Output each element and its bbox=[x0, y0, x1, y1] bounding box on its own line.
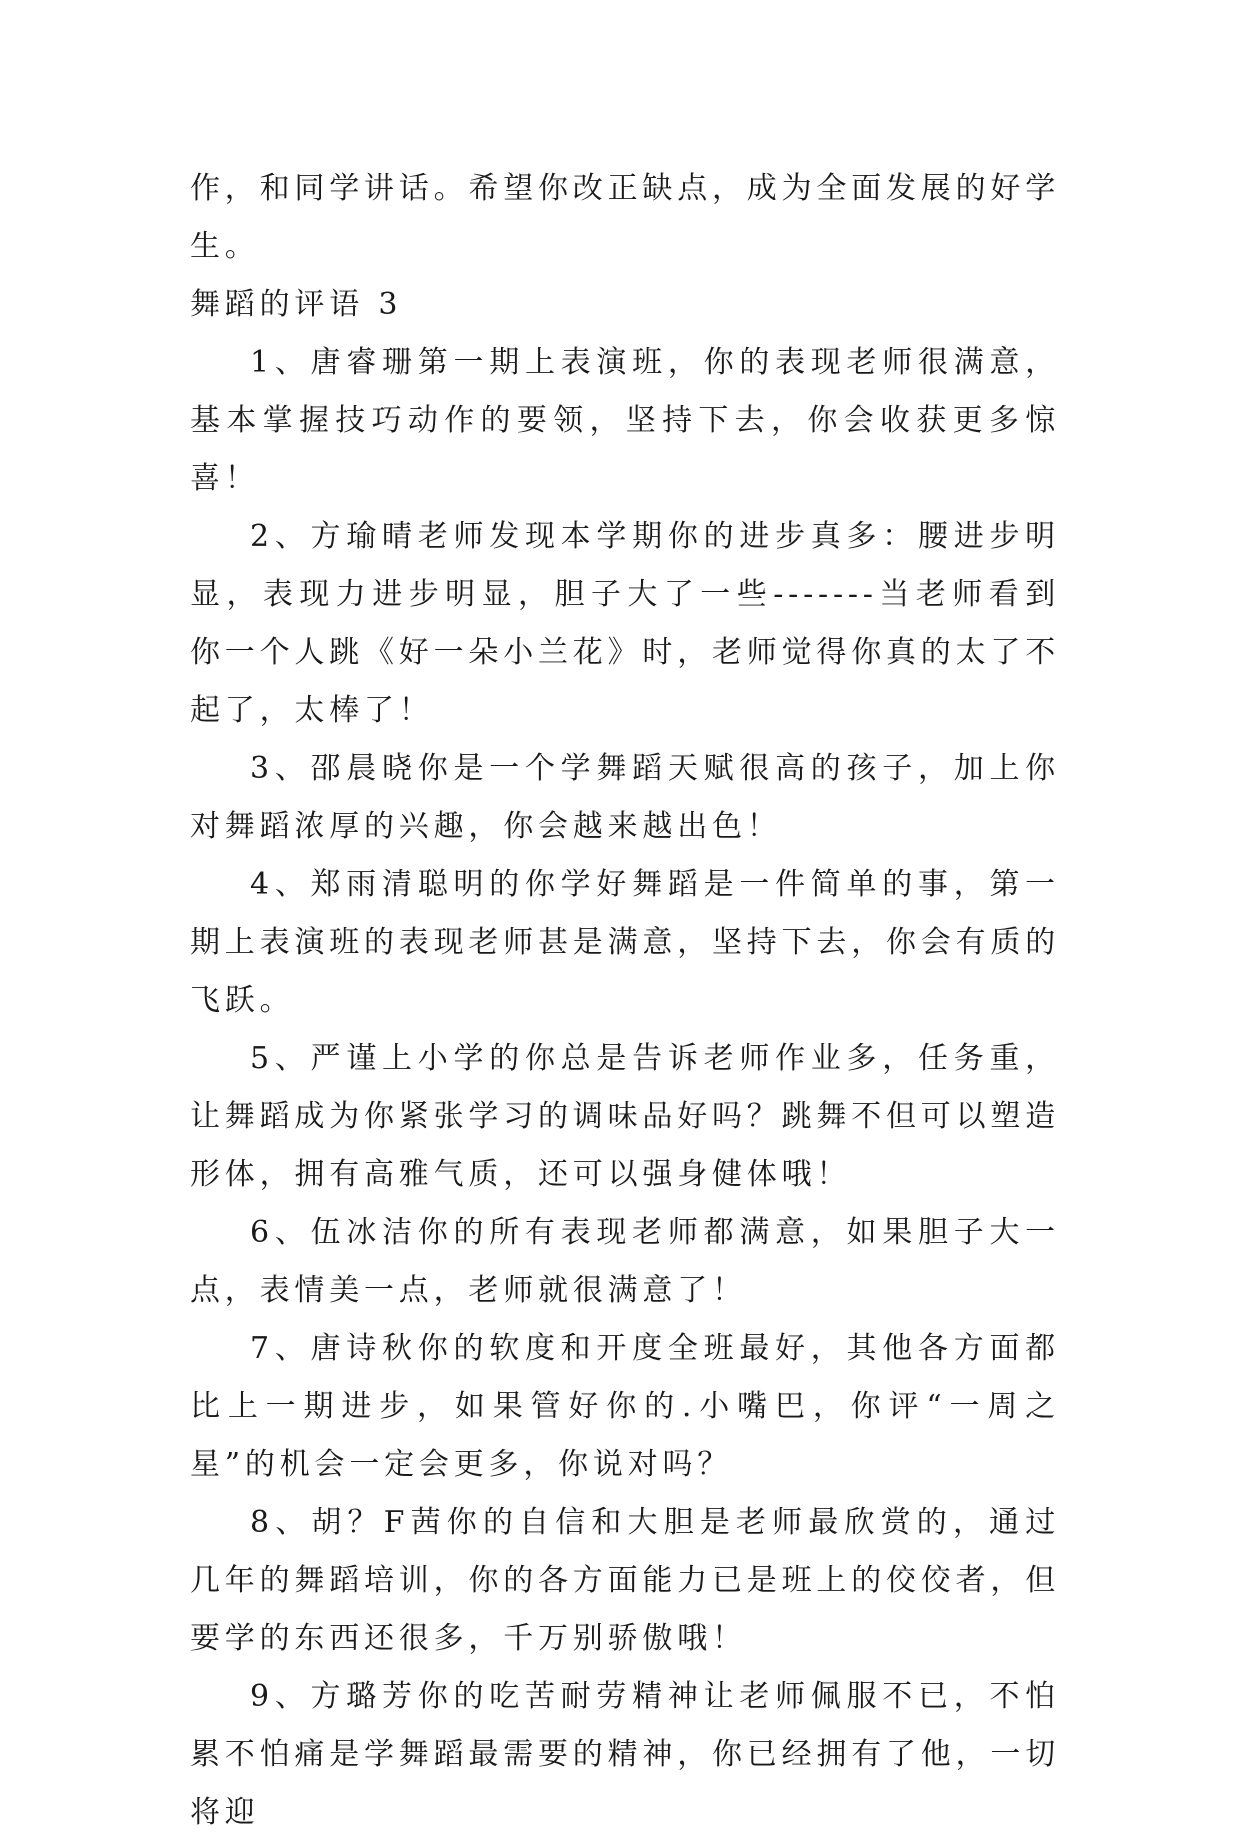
paragraph-8: 8、胡？F茜你的自信和大胆是老师最欣赏的，通过几年的舞蹈培训，你的各方面能力已是班上的佼佼者，但要学的东西还很多，千万别骄傲哦！ bbox=[190, 1505, 1060, 1656]
paragraph-6: 6、伍冰洁你的所有表现老师都满意，如果胆子大一点，表情美一点，老师就很满意了！ bbox=[190, 1215, 1060, 1308]
paragraph-7: 7、唐诗秋你的软度和开度全班最好，其他各方面都比上一期进步，如果管好你的.小嘴巴，你评“一周之星”的机会一定会更多，你说对吗？ bbox=[190, 1331, 1060, 1482]
paragraph-5: 5、严谨上小学的你总是告诉老师作业多，任务重，让舞蹈成为你紧张学习的调味品好吗？跳舞不但可以塑造形体，拥有高雅气质，还可以强身健体哦！ bbox=[190, 1041, 1060, 1192]
paragraph-2: 2、方瑜晴老师发现本学期你的进步真多：腰进步明显，表现力进步明显，胆子大了一些-------当老师看到你一个人跳《好一朵小兰花》时，老师觉得你真的太了不起了，太棒了！ bbox=[190, 519, 1060, 728]
document-body bbox=[190, 160, 1060, 1842]
paragraph-1: 1、唐睿珊第一期上表演班，你的表现老师很满意，基本掌握技巧动作的要领，坚持下去，你会收获更多惊喜！ bbox=[190, 345, 1060, 496]
section-title: 舞蹈的评语 3 bbox=[190, 287, 403, 322]
intro-tail-text: 作，和同学讲话。希望你改正缺点，成为全面发展的好学生。 bbox=[190, 171, 1060, 264]
paragraph-3: 3、邵晨晓你是一个学舞蹈天赋很高的孩子，加上你对舞蹈浓厚的兴趣，你会越来越出色！ bbox=[190, 751, 1060, 844]
paragraph-4: 4、郑雨清聪明的你学好舞蹈是一件简单的事，第一期上表演班的表现老师甚是满意，坚持下去，你会有质的飞跃。 bbox=[190, 867, 1060, 1018]
paragraph-9: 9、方璐芳你的吃苦耐劳精神让老师佩服不已，不怕累不怕痛是学舞蹈最需要的精神，你已经拥有了他，一切将迎 bbox=[190, 1679, 1060, 1830]
